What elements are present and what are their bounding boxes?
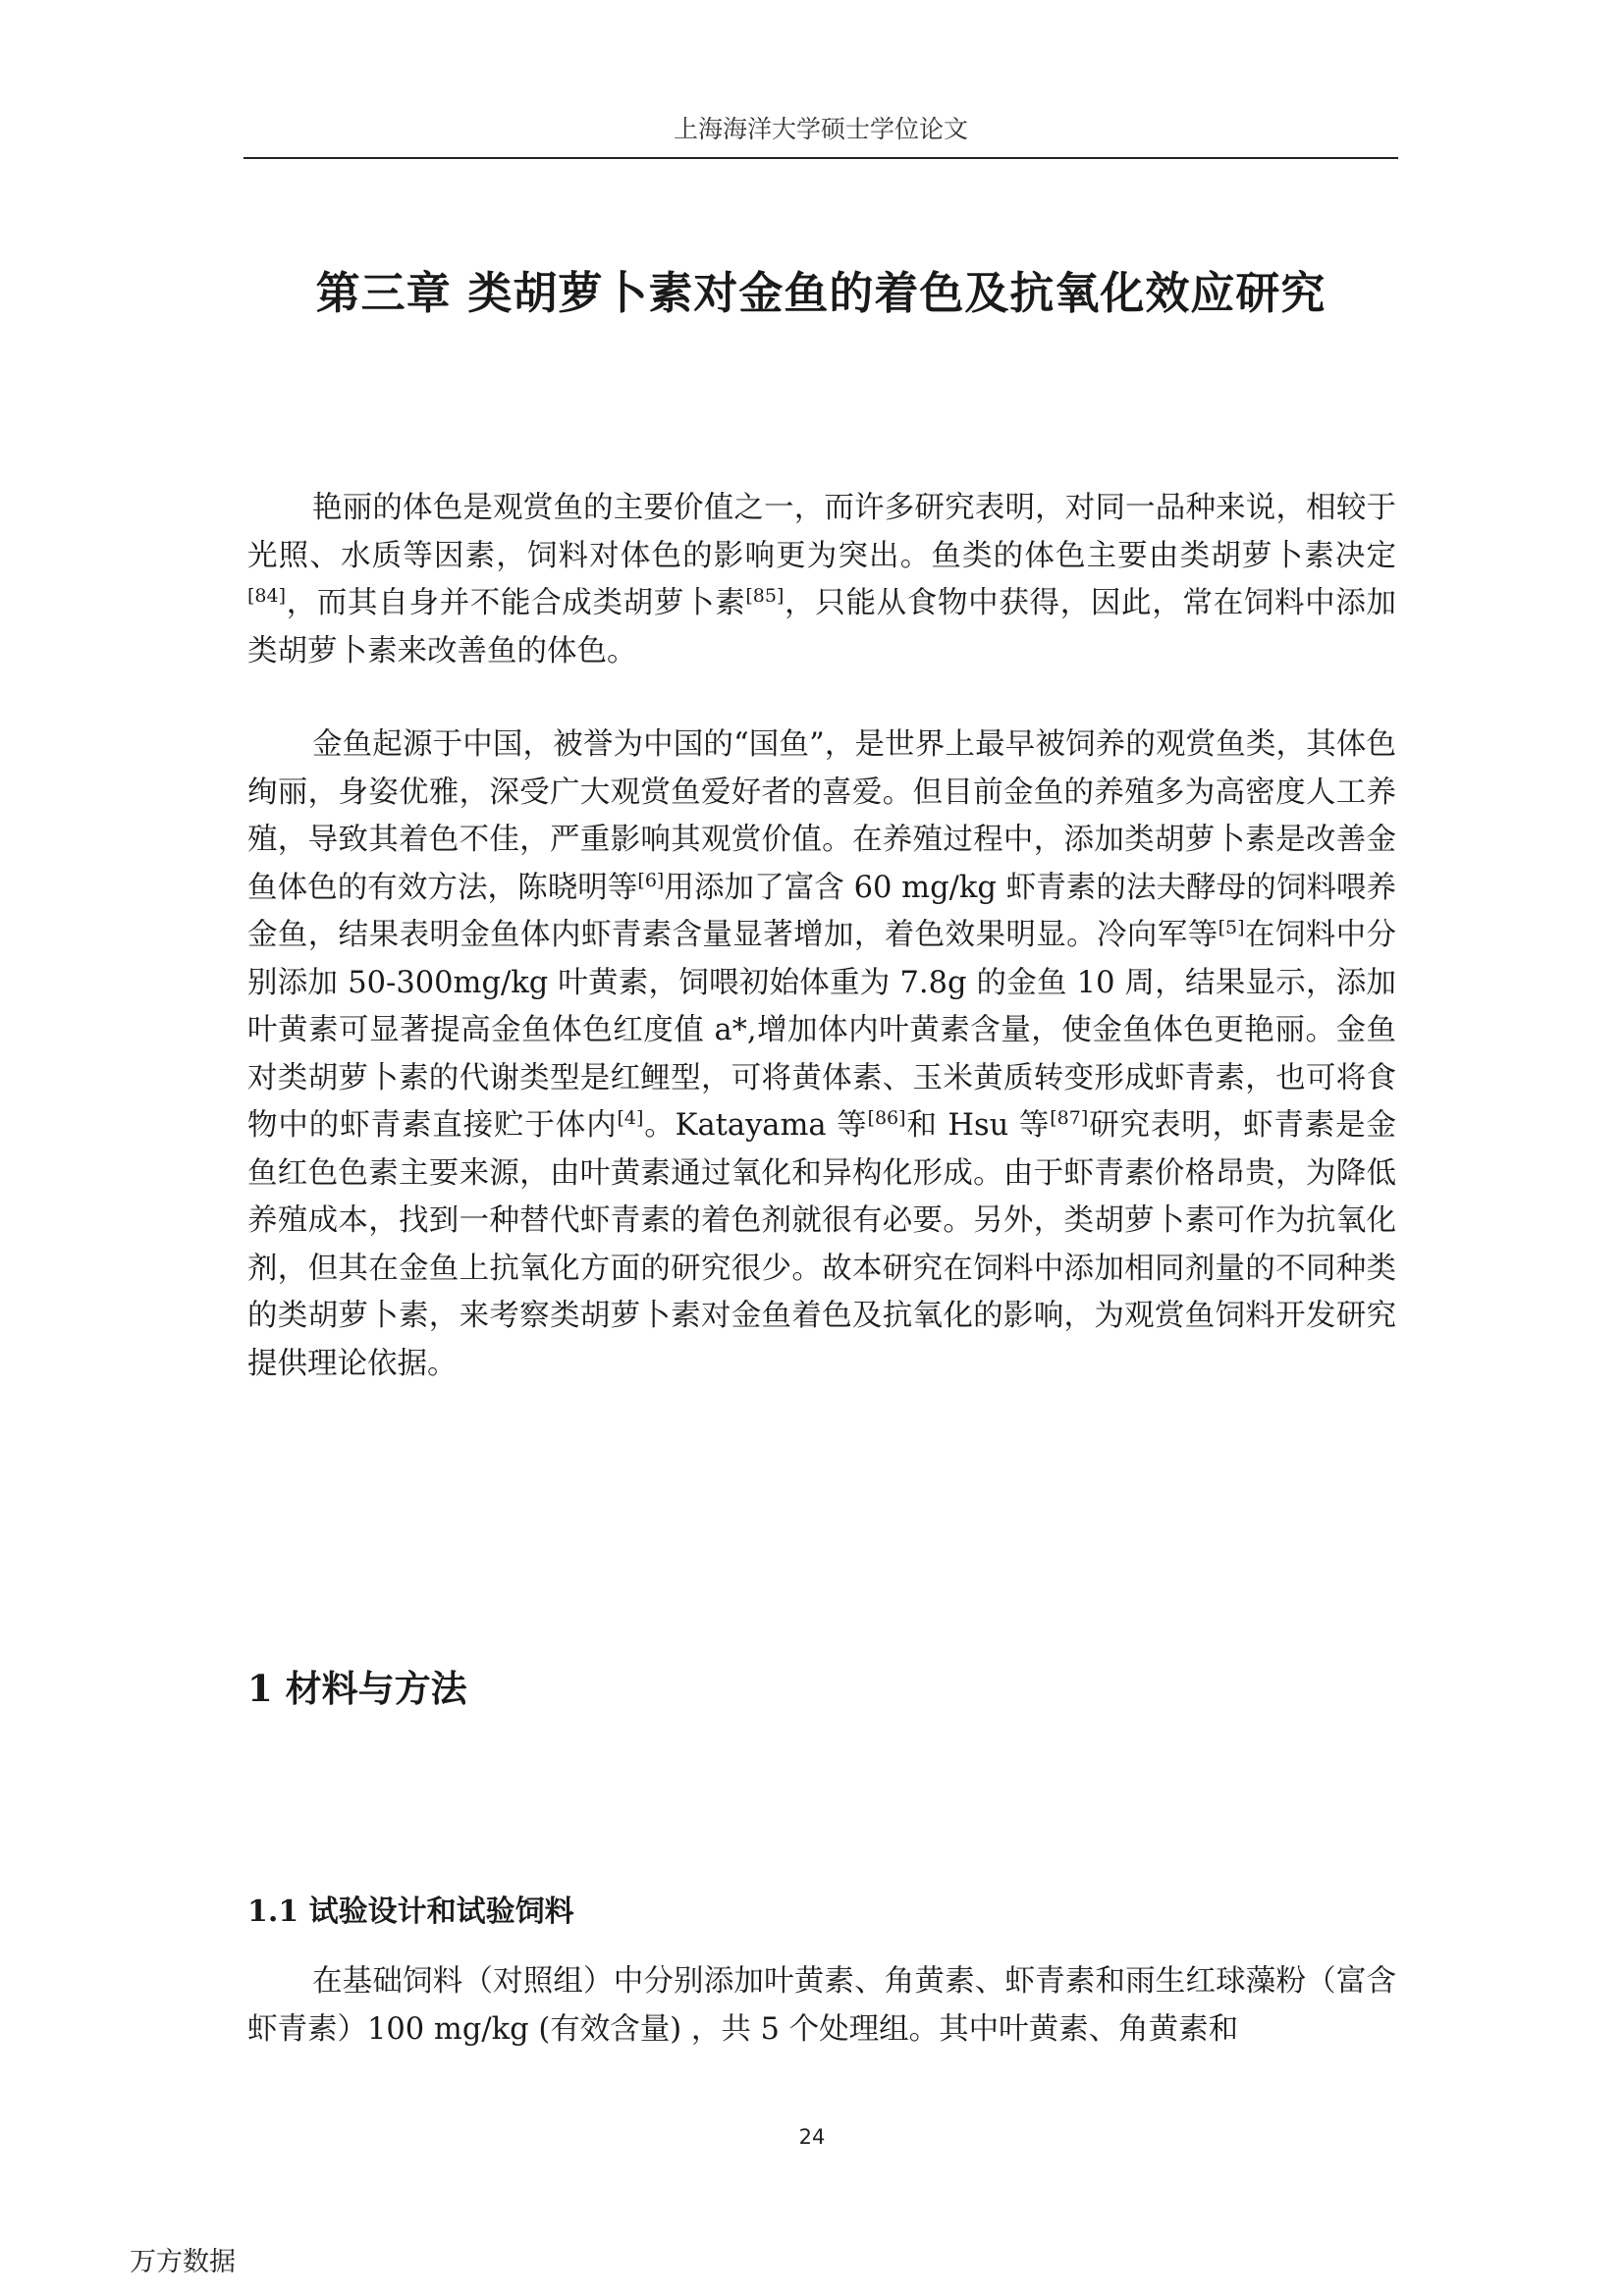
citation: [6] xyxy=(637,869,665,891)
watermark: 万方数据 xyxy=(130,2247,236,2277)
page-number: 24 xyxy=(798,2125,826,2149)
citation: [87] xyxy=(1050,1106,1089,1129)
header-rule xyxy=(244,157,1398,159)
paragraph-goldfish xyxy=(247,721,1396,1388)
paragraph-design: 在基础饲料（对照组）中分别添加叶黄素、角黄素、虾青素和雨生红球藻粉（富含虾青素）100 mg/kg (有效含量) ，共 5 个处理组。其中叶黄素、角黄素和 xyxy=(247,1964,1396,2047)
text-run: 用添加了富含 60 mg/kg 虾青素的法夫酵母的饲料喂养金鱼，结果表明金鱼体内虾青素含量显著增加，着色效果明显。冷向军等 xyxy=(247,870,1397,952)
text-run: 艳丽的体色是观赏鱼的主要价值之一，而许多研究表明，对同一品种来说，相较于光照、水质等因素，饲料对体色的影响更为突出。鱼类的体色主要由类胡萝卜素决定 xyxy=(247,491,1396,573)
text-run: 在饲料中分别添加 50-300mg/kg 叶黄素，饲喂初始体重为 7.8g 的金鱼 10 周，结果显示，添加叶黄素可显著提高金鱼体色红度值 a*,增加体内叶黄素含量，使金鱼体色更艳丽。金鱼对类胡萝卜素的代谢类型是红鲤型，可将黄体素、玉米黄质转变形成虾青素，也可将食物中的虾青素直接贮于体内 xyxy=(247,918,1397,1143)
citation: [5] xyxy=(1218,916,1245,938)
citation: [4] xyxy=(617,1106,644,1129)
text-run: 。Katayama 等 xyxy=(643,1108,868,1143)
text-run: 和 Hsu 等 xyxy=(905,1108,1051,1143)
running-header: 上海海洋大学硕士学位论文 xyxy=(673,115,968,143)
text-run: 金鱼起源于中国，被誉为中国的“国鱼”，是世界上最早被饲养的观赏鱼类，其体色绚丽，身姿优雅，深受广大观赏鱼爱好者的喜爱。但目前金鱼的养殖多为高密度人工养殖，导致其着色不佳，严重影响其观赏价值。在养殖过程中，添加类胡萝卜素是改善金鱼体色的有效方法，陈晓明等 xyxy=(247,727,1396,905)
paragraph-intro xyxy=(247,485,1396,675)
text-run: ，只能从食物中获得，因此，常在饲料中添加类胡萝卜素来改善鱼的体色。 xyxy=(247,586,1396,668)
subsection-heading: 1.1 试验设计和试验饲料 xyxy=(247,1895,574,1929)
citation: [85] xyxy=(745,584,785,607)
text-run: 研究表明，虾青素是金鱼红色色素主要来源，由叶黄素通过氧化和异构化形成。由于虾青素价格昂贵，为降低养殖成本，找到一种替代虾青素的着色剂就很有必要。另外，类胡萝卜素可作为抗氧化剂，但其在金鱼上抗氧化方面的研究很少。故本研究在饲料中添加相同剂量的不同种类的类胡萝卜素，来考察类胡萝卜素对金鱼着色及抗氧化的影响，为观赏鱼饲料开发研究提供理论依据。 xyxy=(247,1108,1396,1381)
citation: [84] xyxy=(247,584,287,607)
citation: [86] xyxy=(867,1106,906,1129)
section-heading: 1 材料与方法 xyxy=(247,1667,467,1710)
chapter-title: 第三章 类胡萝卜素对金鱼的着色及抗氧化效应研究 xyxy=(315,267,1326,319)
text-run: ，而其自身并不能合成类胡萝卜素 xyxy=(286,586,746,620)
